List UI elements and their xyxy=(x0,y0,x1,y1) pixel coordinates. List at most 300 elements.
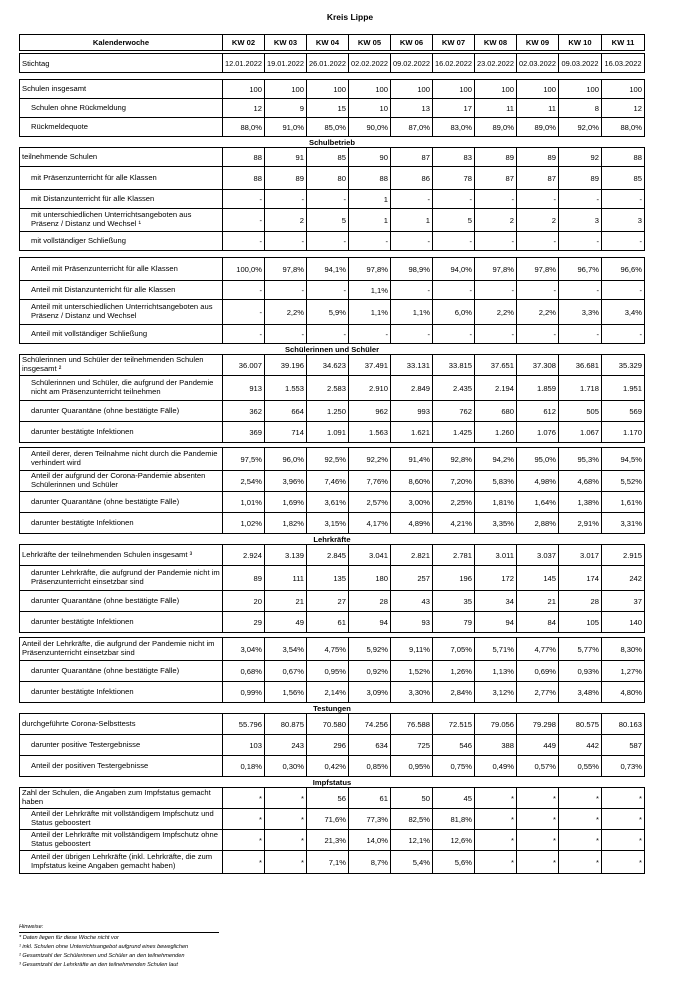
row-value: 1.076 xyxy=(517,422,559,443)
row-value: 89 xyxy=(223,566,265,591)
row-label: Anteil der übrigen Lehrkräfte (inkl. Lehrkräfte, die zum Impfstatus keine Angaben gemacht haben) xyxy=(20,851,223,874)
stichtag-date: 02.03.2022 xyxy=(517,54,559,73)
section-heading: Schulbetrieb xyxy=(309,137,355,147)
row-value: 9 xyxy=(265,99,307,118)
row-value: 94,2% xyxy=(475,448,517,471)
table-row xyxy=(20,566,645,591)
header-week: KW 03 xyxy=(265,35,307,51)
row-value: 89 xyxy=(265,167,307,190)
row-value: 993 xyxy=(391,401,433,422)
row-value: 0,57% xyxy=(517,756,559,777)
table-row xyxy=(20,612,645,633)
table-row xyxy=(20,638,645,661)
row-value: 0,67% xyxy=(265,661,307,682)
row-value: 3,4% xyxy=(602,300,645,325)
row-value: 7,05% xyxy=(433,638,475,661)
row-value: 3.139 xyxy=(265,545,307,566)
row-value: - xyxy=(559,190,602,209)
row-value: 92,8% xyxy=(433,448,475,471)
row-value: 28 xyxy=(559,591,602,612)
section-heading: Testungen xyxy=(313,703,351,713)
row-value: 2.915 xyxy=(602,545,645,566)
row-value: 1.553 xyxy=(265,376,307,401)
table-row xyxy=(20,80,645,99)
row-value: * xyxy=(517,809,559,830)
row-value: 913 xyxy=(223,376,265,401)
header-label: Kalenderwoche xyxy=(20,35,223,51)
header-week: KW 06 xyxy=(391,35,433,51)
row-value: 3,30% xyxy=(391,682,433,703)
row-value: - xyxy=(307,281,349,300)
table-row xyxy=(20,513,645,534)
row-value: 94 xyxy=(349,612,391,633)
section-heading: Impfstatus xyxy=(312,777,352,787)
row-value: 28 xyxy=(349,591,391,612)
table-row xyxy=(20,788,645,809)
row-value: * xyxy=(559,788,602,809)
row-value: 2,77% xyxy=(517,682,559,703)
footnote-line: ³ Gesamtzahl der Lehrkräfte an den teilnehmenden Schulen laut xyxy=(19,962,178,968)
row-value: 1,38% xyxy=(559,492,602,513)
row-value: 17 xyxy=(433,99,475,118)
row-label: mit vollständiger Schließung xyxy=(20,232,223,251)
row-value: 7,76% xyxy=(349,471,391,492)
row-value: 78 xyxy=(433,167,475,190)
stichtag-date: 19.01.2022 xyxy=(265,54,307,73)
row-value: 11 xyxy=(475,99,517,118)
table-row xyxy=(20,209,645,232)
row-value: 14,0% xyxy=(349,830,391,851)
row-value: * xyxy=(223,788,265,809)
row-value: - xyxy=(602,190,645,209)
row-value: - xyxy=(433,281,475,300)
row-value: 3.011 xyxy=(475,545,517,566)
row-value: 92,2% xyxy=(349,448,391,471)
row-value: - xyxy=(602,325,645,344)
stichtag-date: 12.01.2022 xyxy=(223,54,265,73)
row-value: * xyxy=(517,788,559,809)
row-value: 89 xyxy=(559,167,602,190)
table-row xyxy=(20,167,645,190)
row-label: Anteil mit vollständiger Schließung xyxy=(20,325,223,344)
row-value: 3,54% xyxy=(265,638,307,661)
header-week: KW 04 xyxy=(307,35,349,51)
row-label: darunter Quarantäne (ohne bestätigte Fälle) xyxy=(20,661,223,682)
row-value: 85 xyxy=(307,148,349,167)
row-value: 180 xyxy=(349,566,391,591)
row-label: Anteil der aufgrund der Corona-Pandemie absenten Schülerinnen und Schüler xyxy=(20,471,223,492)
row-value: 2 xyxy=(475,209,517,232)
row-value: 87,0% xyxy=(391,118,433,137)
row-value: 243 xyxy=(265,735,307,756)
row-value: 2.194 xyxy=(475,376,517,401)
row-value: 34.623 xyxy=(307,355,349,376)
row-value: 1.718 xyxy=(559,376,602,401)
row-value: - xyxy=(559,232,602,251)
row-value: - xyxy=(391,190,433,209)
row-value: 0,99% xyxy=(223,682,265,703)
table-row xyxy=(20,232,645,251)
section-heading-row xyxy=(20,777,645,788)
row-value: 96,7% xyxy=(559,258,602,281)
row-value: 1,69% xyxy=(265,492,307,513)
row-value: 94,0% xyxy=(433,258,475,281)
row-value: 505 xyxy=(559,401,602,422)
stichtag-date: 16.02.2022 xyxy=(433,54,475,73)
table-row xyxy=(20,545,645,566)
row-value: - xyxy=(223,325,265,344)
row-label: Schulen insgesamt xyxy=(20,80,223,99)
row-value: 2.583 xyxy=(307,376,349,401)
table-row xyxy=(20,355,645,376)
row-label: mit Distanzunterricht für alle Klassen xyxy=(20,190,223,209)
row-value: - xyxy=(517,325,559,344)
row-value: 100 xyxy=(433,80,475,99)
row-value: 5,77% xyxy=(559,638,602,661)
row-value: - xyxy=(433,190,475,209)
row-value: - xyxy=(559,325,602,344)
section-heading-row xyxy=(20,703,645,714)
row-value: - xyxy=(307,232,349,251)
row-value: 2.781 xyxy=(433,545,475,566)
row-value: * xyxy=(223,851,265,874)
row-value: 680 xyxy=(475,401,517,422)
row-value: 34 xyxy=(475,591,517,612)
row-value: 3,96% xyxy=(265,471,307,492)
row-value: 83 xyxy=(433,148,475,167)
row-value: 21,3% xyxy=(307,830,349,851)
row-value: 2.910 xyxy=(349,376,391,401)
row-value: - xyxy=(602,232,645,251)
row-value: 85 xyxy=(602,167,645,190)
row-value: * xyxy=(602,788,645,809)
row-value: 2,2% xyxy=(517,300,559,325)
row-value: 8,60% xyxy=(391,471,433,492)
row-value: 76.588 xyxy=(391,714,433,735)
row-value: - xyxy=(307,190,349,209)
row-label: mit Präsenzunterricht für alle Klassen xyxy=(20,167,223,190)
row-value: 80.575 xyxy=(559,714,602,735)
row-value: 3,48% xyxy=(559,682,602,703)
row-value: * xyxy=(475,809,517,830)
row-value: 37.651 xyxy=(475,355,517,376)
row-value: 4,75% xyxy=(307,638,349,661)
row-value: 2.849 xyxy=(391,376,433,401)
row-value: 1,81% xyxy=(475,492,517,513)
header-week: KW 02 xyxy=(223,35,265,51)
row-value: 2,2% xyxy=(475,300,517,325)
row-value: 89,0% xyxy=(475,118,517,137)
row-value: 3.041 xyxy=(349,545,391,566)
row-label: Rückmeldequote xyxy=(20,118,223,137)
row-value: 4,17% xyxy=(349,513,391,534)
row-value: 92,5% xyxy=(307,448,349,471)
row-value: * xyxy=(265,809,307,830)
row-value: 2 xyxy=(517,209,559,232)
row-value: 96,6% xyxy=(602,258,645,281)
row-value: 7,1% xyxy=(307,851,349,874)
row-label: Anteil mit Präsenzunterricht für alle Klassen xyxy=(20,258,223,281)
row-value: 12 xyxy=(602,99,645,118)
row-value: 80.163 xyxy=(602,714,645,735)
row-value: 587 xyxy=(602,735,645,756)
row-value: 12,6% xyxy=(433,830,475,851)
page-title: Kreis Lippe xyxy=(326,12,374,22)
row-value: 2 xyxy=(265,209,307,232)
table-row xyxy=(20,809,645,830)
row-value: 1,1% xyxy=(391,300,433,325)
row-value: 97,8% xyxy=(349,258,391,281)
row-value: 5,83% xyxy=(475,471,517,492)
stichtag-date: 26.01.2022 xyxy=(307,54,349,73)
row-value: - xyxy=(559,281,602,300)
row-value: 725 xyxy=(391,735,433,756)
row-value: 0,73% xyxy=(602,756,645,777)
row-value: 5,6% xyxy=(433,851,475,874)
row-value: 1,64% xyxy=(517,492,559,513)
row-value: 87 xyxy=(517,167,559,190)
row-value: 2,88% xyxy=(517,513,559,534)
row-value: 9,11% xyxy=(391,638,433,661)
row-value: 79 xyxy=(433,612,475,633)
row-value: - xyxy=(265,281,307,300)
row-value: 37.308 xyxy=(517,355,559,376)
row-value: 100 xyxy=(223,80,265,99)
row-value: 43 xyxy=(391,591,433,612)
row-value: 174 xyxy=(559,566,602,591)
row-value: 1.951 xyxy=(602,376,645,401)
row-value: 1,56% xyxy=(265,682,307,703)
row-value: 257 xyxy=(391,566,433,591)
row-value: 88 xyxy=(223,148,265,167)
row-value: 15 xyxy=(307,99,349,118)
row-value: 2,2% xyxy=(265,300,307,325)
row-value: 105 xyxy=(559,612,602,633)
row-value: 88 xyxy=(223,167,265,190)
row-value: 1.170 xyxy=(602,422,645,443)
row-value: * xyxy=(475,830,517,851)
row-value: 91 xyxy=(265,148,307,167)
row-value: 2.845 xyxy=(307,545,349,566)
row-label: Anteil mit Distanzunterricht für alle Klassen xyxy=(20,281,223,300)
stichtag-date: 16.03.2022 xyxy=(602,54,645,73)
row-value: 94,5% xyxy=(602,448,645,471)
row-value: 3.017 xyxy=(559,545,602,566)
row-value: 388 xyxy=(475,735,517,756)
stichtag-row xyxy=(20,54,645,73)
row-value: 90 xyxy=(349,148,391,167)
row-value: 91,0% xyxy=(265,118,307,137)
row-value: 242 xyxy=(602,566,645,591)
row-value: 20 xyxy=(223,591,265,612)
row-value: 50 xyxy=(391,788,433,809)
row-value: 5,52% xyxy=(602,471,645,492)
row-value: 2,84% xyxy=(433,682,475,703)
row-value: 21 xyxy=(517,591,559,612)
row-value: 90,0% xyxy=(349,118,391,137)
row-value: 92 xyxy=(559,148,602,167)
row-label: Anteil der Lehrkräfte, die aufgrund der Pandemie nicht im Präsenzunterricht einsetzbar sind xyxy=(20,638,223,661)
row-value: 100 xyxy=(265,80,307,99)
row-value: 97,5% xyxy=(223,448,265,471)
header-row xyxy=(20,35,645,51)
footnote-line: ¹ inkl. Schulen ohne Unterrichtsangebot aufgrund eines beweglichen xyxy=(19,944,189,950)
row-value: 1,01% xyxy=(223,492,265,513)
row-value: 79.056 xyxy=(475,714,517,735)
spacer-row xyxy=(20,73,645,80)
row-value: - xyxy=(307,325,349,344)
row-value: 1,1% xyxy=(349,300,391,325)
row-value: 442 xyxy=(559,735,602,756)
row-value: 664 xyxy=(265,401,307,422)
row-value: - xyxy=(475,281,517,300)
row-value: 2.924 xyxy=(223,545,265,566)
row-value: 4,77% xyxy=(517,638,559,661)
row-value: 2.435 xyxy=(433,376,475,401)
row-value: 33.131 xyxy=(391,355,433,376)
row-label: Schulen ohne Rückmeldung xyxy=(20,99,223,118)
row-value: 27 xyxy=(307,591,349,612)
row-value: 86 xyxy=(391,167,433,190)
row-value: 1.859 xyxy=(517,376,559,401)
row-value: - xyxy=(265,325,307,344)
row-value: - xyxy=(223,209,265,232)
row-value: 72.515 xyxy=(433,714,475,735)
stichtag-date: 02.02.2022 xyxy=(349,54,391,73)
row-label: Anteil der Lehrkräfte mit vollständigem Impfschutz und Status geboostert xyxy=(20,809,223,830)
row-value: 612 xyxy=(517,401,559,422)
row-value: 88,0% xyxy=(223,118,265,137)
row-value: 71,6% xyxy=(307,809,349,830)
row-value: * xyxy=(602,809,645,830)
row-value: 89 xyxy=(517,148,559,167)
row-value: 91,4% xyxy=(391,448,433,471)
header-week: KW 08 xyxy=(475,35,517,51)
table-row xyxy=(20,735,645,756)
row-value: * xyxy=(559,809,602,830)
row-value: 1 xyxy=(349,190,391,209)
row-value: 6,0% xyxy=(433,300,475,325)
row-value: 1.260 xyxy=(475,422,517,443)
row-value: 714 xyxy=(265,422,307,443)
row-value: 36.007 xyxy=(223,355,265,376)
row-value: * xyxy=(517,851,559,874)
row-value: 100 xyxy=(349,80,391,99)
table-row xyxy=(20,830,645,851)
table-row xyxy=(20,118,645,137)
row-value: 95,0% xyxy=(517,448,559,471)
footnote-lines xyxy=(19,934,319,970)
row-label: darunter bestätigte Infektionen xyxy=(20,422,223,443)
row-value: 12 xyxy=(223,99,265,118)
row-value: 7,20% xyxy=(433,471,475,492)
table-row xyxy=(20,99,645,118)
row-value: 49 xyxy=(265,612,307,633)
row-value: * xyxy=(475,851,517,874)
row-value: * xyxy=(559,851,602,874)
row-value: - xyxy=(475,232,517,251)
row-value: 2,25% xyxy=(433,492,475,513)
row-value: 97,8% xyxy=(475,258,517,281)
row-value: * xyxy=(265,851,307,874)
row-value: - xyxy=(602,281,645,300)
row-label: Schülerinnen und Schüler der teilnehmenden Schulen insgesamt ² xyxy=(20,355,223,376)
row-value: 569 xyxy=(602,401,645,422)
row-value: 37.491 xyxy=(349,355,391,376)
row-value: 33.815 xyxy=(433,355,475,376)
row-value: 1,02% xyxy=(223,513,265,534)
row-label: darunter Quarantäne (ohne bestätigte Fälle) xyxy=(20,401,223,422)
row-value: - xyxy=(265,232,307,251)
row-value: 196 xyxy=(433,566,475,591)
stichtag-date: 09.02.2022 xyxy=(391,54,433,73)
row-value: * xyxy=(265,788,307,809)
row-value: - xyxy=(223,232,265,251)
spacer-row xyxy=(20,251,645,258)
row-value: 296 xyxy=(307,735,349,756)
row-value: 4,98% xyxy=(517,471,559,492)
table-row xyxy=(20,325,645,344)
header-week: KW 11 xyxy=(602,35,645,51)
row-value: 2,91% xyxy=(559,513,602,534)
row-label: darunter Quarantäne (ohne bestätigte Fälle) xyxy=(20,492,223,513)
row-value: 80 xyxy=(307,167,349,190)
table-row xyxy=(20,258,645,281)
row-label: Anteil mit unterschiedlichen Unterrichtsangeboten aus Präsenz / Distanz und Wechsel xyxy=(20,300,223,325)
row-value: 1,13% xyxy=(475,661,517,682)
header-week: KW 07 xyxy=(433,35,475,51)
row-value: 4,80% xyxy=(602,682,645,703)
row-value: 7,46% xyxy=(307,471,349,492)
row-value: 2,57% xyxy=(349,492,391,513)
table-row xyxy=(20,661,645,682)
row-value: 98,9% xyxy=(391,258,433,281)
table-row xyxy=(20,300,645,325)
row-value: - xyxy=(349,325,391,344)
row-label: darunter bestätigte Infektionen xyxy=(20,682,223,703)
row-value: - xyxy=(517,281,559,300)
row-value: 3 xyxy=(559,209,602,232)
row-value: 39.196 xyxy=(265,355,307,376)
row-value: * xyxy=(559,830,602,851)
row-value: 3.037 xyxy=(517,545,559,566)
row-value: 1,27% xyxy=(602,661,645,682)
row-value: 0,95% xyxy=(307,661,349,682)
table-row xyxy=(20,591,645,612)
row-value: 5 xyxy=(433,209,475,232)
row-value: 0,75% xyxy=(433,756,475,777)
row-value: 83,0% xyxy=(433,118,475,137)
row-value: 2.821 xyxy=(391,545,433,566)
row-value: 1.250 xyxy=(307,401,349,422)
row-value: 97,8% xyxy=(517,258,559,281)
stichtag-date: 09.03.2022 xyxy=(559,54,602,73)
row-label: Schülerinnen und Schüler, die aufgrund der Pandemie nicht am Präsenzunterricht teilnehmen xyxy=(20,376,223,401)
section-heading-row xyxy=(20,534,645,545)
row-value: 0,93% xyxy=(559,661,602,682)
row-value: - xyxy=(349,232,391,251)
row-value: 89 xyxy=(475,148,517,167)
row-value: 4,21% xyxy=(433,513,475,534)
row-value: 0,69% xyxy=(517,661,559,682)
row-value: 1.091 xyxy=(307,422,349,443)
row-value: - xyxy=(265,190,307,209)
row-value: 11 xyxy=(517,99,559,118)
row-value: 100 xyxy=(602,80,645,99)
row-value: - xyxy=(391,281,433,300)
row-value: 84 xyxy=(517,612,559,633)
row-value: 1.621 xyxy=(391,422,433,443)
